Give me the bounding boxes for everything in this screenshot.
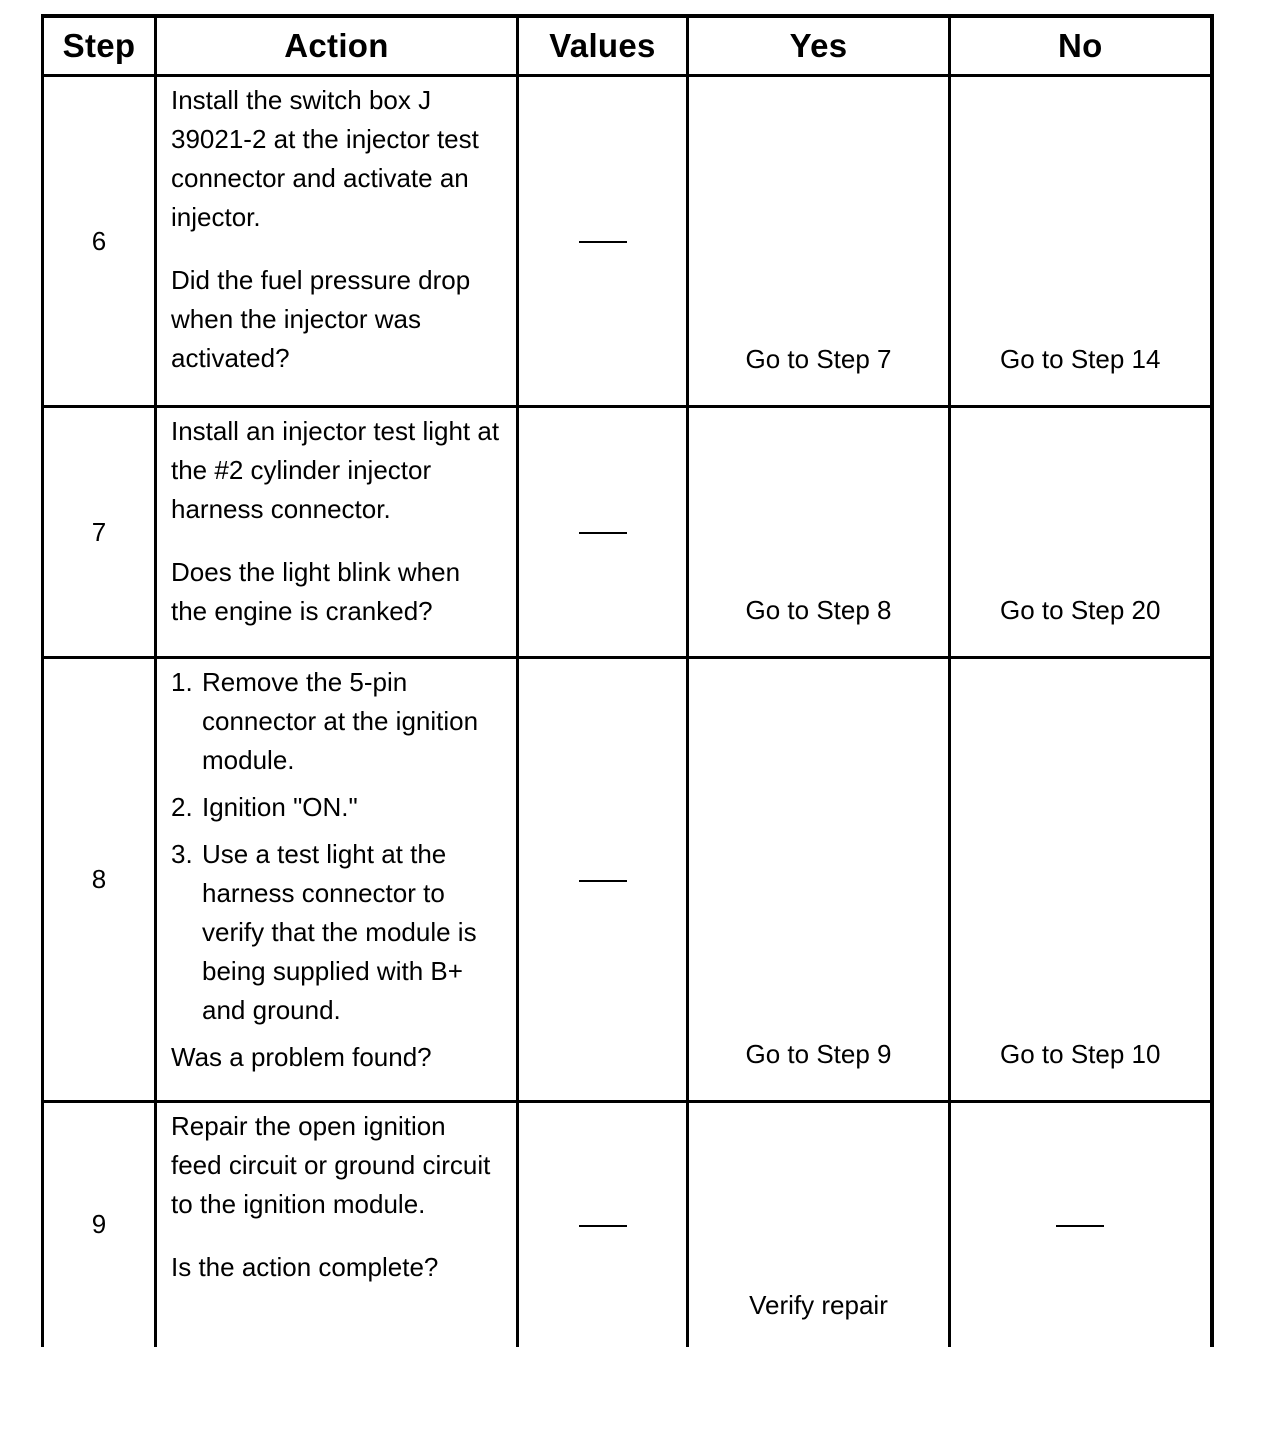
table-row	[43, 76, 1212, 407]
no-cell	[950, 407, 1212, 658]
no-goto: Go to Step 10	[1000, 1039, 1161, 1069]
values-dash	[579, 241, 627, 243]
values-cell	[518, 1102, 688, 1347]
action-question: Is the action complete?	[171, 1252, 439, 1282]
yes-cell	[688, 407, 950, 658]
header-yes: Yes	[688, 16, 950, 76]
list-item: 3. Use a test light at the harness connector to verify that the module is being supplied with B+ and ground.	[171, 839, 477, 1025]
values-dash	[579, 880, 627, 882]
yes-cell	[688, 658, 950, 1102]
action-question: Was a problem found?	[171, 1042, 432, 1072]
header-values: Values	[518, 16, 688, 76]
diagnostic-table-container	[41, 14, 1213, 1344]
action-steps-list	[171, 663, 502, 1030]
header-step: Step	[43, 16, 156, 76]
yes-cell	[688, 1102, 950, 1347]
no-cell	[950, 76, 1212, 407]
step-number: 6	[43, 76, 156, 407]
values-dash	[579, 1225, 627, 1227]
values-dash	[579, 532, 627, 534]
no-goto: Go to Step 14	[1000, 344, 1161, 374]
list-item-text: Use a test light at the harness connector to verify that the module is being supplied with B+ and ground.	[202, 839, 477, 1025]
list-item-text: Remove the 5-pin connector at the ignition module.	[202, 667, 479, 775]
header-action: Action	[156, 16, 518, 76]
no-cell	[950, 1102, 1212, 1347]
values-cell	[518, 658, 688, 1102]
yes-goto: Go to Step 7	[745, 344, 892, 374]
no-dash	[1056, 1225, 1104, 1227]
diagnostic-table	[41, 14, 1214, 1347]
header-no: No	[950, 16, 1212, 76]
no-goto: Go to Step 20	[1000, 595, 1161, 625]
yes-cell	[688, 76, 950, 407]
step-number: 9	[43, 1102, 156, 1347]
action-question: Did the fuel pressure drop when the injector was activated?	[171, 265, 471, 373]
yes-goto: Go to Step 8	[745, 595, 892, 625]
no-cell	[950, 658, 1212, 1102]
values-cell	[518, 407, 688, 658]
values-cell	[518, 76, 688, 407]
yes-goto: Go to Step 9	[745, 1039, 892, 1069]
action-text: Repair the open ignition feed circuit or ground circuit to the ignition module.	[171, 1111, 491, 1219]
action-text: Install an injector test light at the #2 cylinder injector harness connector.	[171, 416, 500, 524]
table-row	[43, 658, 1212, 1102]
table-row	[43, 1102, 1212, 1347]
list-item: 1. Remove the 5-pin connector at the ignition module.	[171, 667, 479, 775]
table-row	[43, 407, 1212, 658]
list-item: 2. Ignition "ON."	[171, 792, 358, 822]
action-cell	[156, 407, 518, 658]
action-cell	[156, 76, 518, 407]
header-row	[43, 16, 1212, 76]
yes-goto: Verify repair	[749, 1289, 888, 1320]
action-question: Does the light blink when the engine is cranked?	[171, 557, 461, 626]
list-item-text: Ignition "ON."	[202, 792, 358, 822]
step-number: 7	[43, 407, 156, 658]
step-number: 8	[43, 658, 156, 1102]
action-cell	[156, 1102, 518, 1347]
action-text: Install the switch box J 39021-2 at the injector test connector and activate an injector.	[171, 85, 479, 232]
action-cell	[156, 658, 518, 1102]
